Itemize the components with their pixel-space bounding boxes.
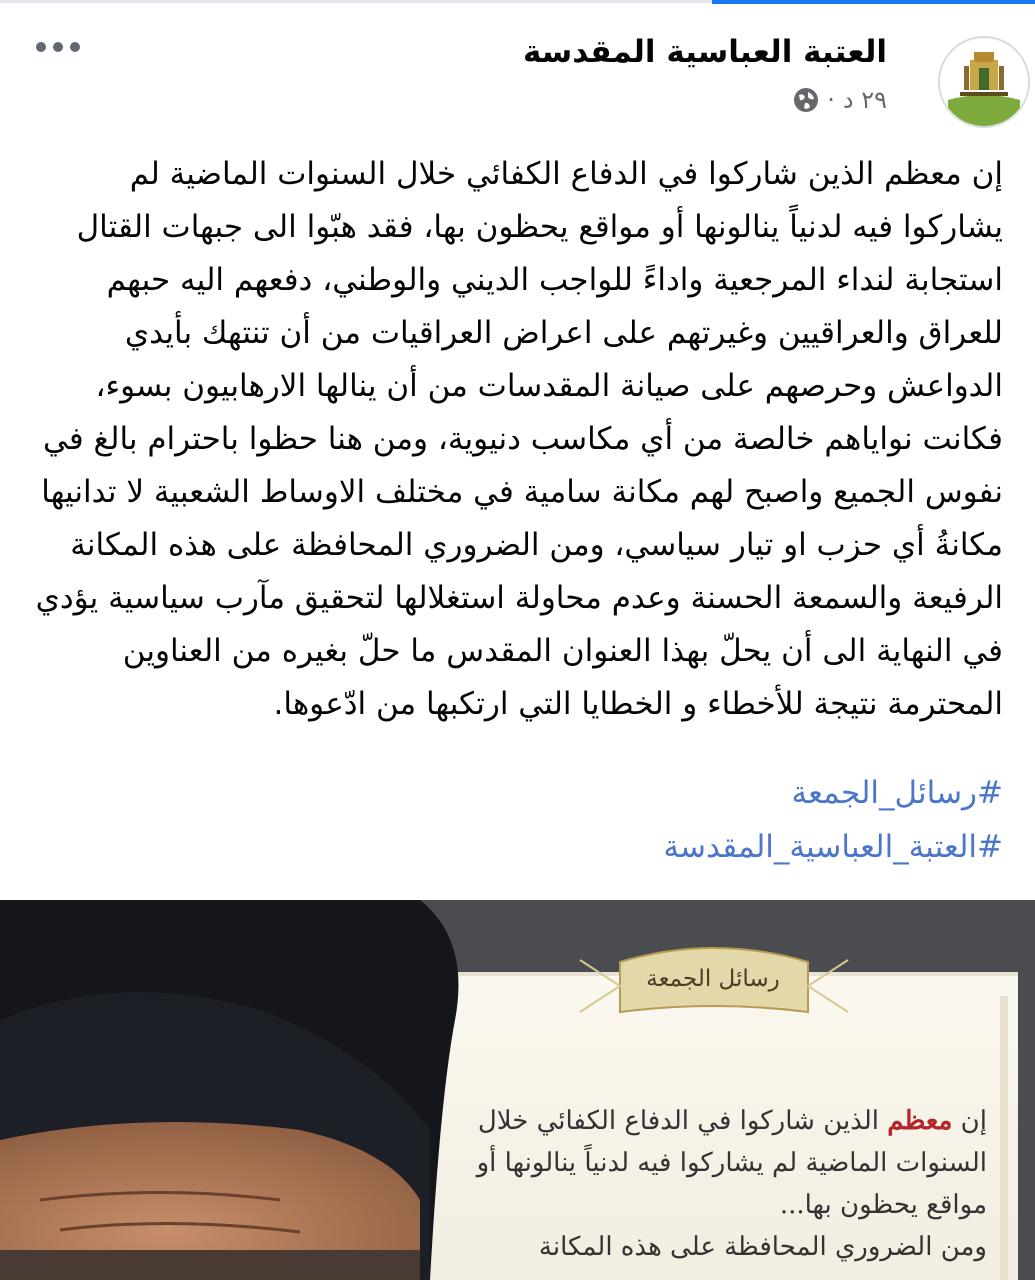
image-text-body: الذين شاركوا في الدفاع الكفائي خلال السنوات الماضية لم يشاركوا فيه لدنياً ينالونها أو مواقع يحظون بها...: [476, 1106, 987, 1220]
page-name[interactable]: العتبة العباسية المقدسة: [522, 34, 887, 70]
post-body-text: إن معظم الذين شاركوا في الدفاع الكفائي خلال السنوات الماضية لم يشاركوا فيه لدنياً ينالونها أو مواقع يحظون بها، فقد هبّوا الى جبهات القتال استجابة لنداء المرجعية واداءً للواجب الديني والوطني، دفعهم اليه حبهم للعراق والعراقيين وغيرتهم على اعراض العراقيات من أن تنتهك بأيدي الدواعش وحرصهم على صيانة المقدسات من أن ينالها الارهابيون بسوء، فكانت نواياهم خالصة من أي مكاسب دنيوية، ومن هنا حظوا باحترام بالغ في نفوس الجميع واصبح لهم مكانة سامية في مختلف الاوساط الشعبية لا تدانيها مكانةُ أي حزب او تيار سياسي، ومن الضروري المحافظة على هذه المكانة الرفيعة والسمعة الحسنة وعدم محاولة استغلالها لتحقيق مآرب سياسية يؤدي في النهاية الى أن يحلّ بهذا العنوان المقدس ما حلّ بغيره من العناوين المحترمة نتيجة للأخطاء و الخطايا التي ارتكبها من ادّعوها.: [35, 156, 1003, 722]
hashtag-link[interactable]: #رسائل_الجمعة: [791, 775, 1003, 811]
image-text-highlight: معظم: [887, 1106, 953, 1136]
image-banner-title: رسائل الجمعة: [646, 966, 780, 992]
image-quote-text: [427, 1100, 987, 1268]
active-tab-underline: [712, 0, 1035, 4]
post-header: [0, 20, 1035, 130]
image-text-prefix: إن: [960, 1106, 987, 1136]
post-hashtags: [663, 766, 1003, 874]
dot-separator: ·: [827, 86, 835, 114]
more-dots-icon: [36, 42, 46, 52]
post-time[interactable]: ٢٩ د: [842, 86, 887, 114]
image-text-tail: ومن الضروري المحافظة على هذه المكانة: [538, 1232, 987, 1262]
globe-icon: [793, 87, 819, 113]
shrine-logo-icon: [940, 38, 1028, 126]
top-tab-indicator: [0, 0, 1035, 6]
more-dots-icon: [70, 42, 80, 52]
more-options-button[interactable]: [32, 34, 84, 60]
post-meta: [793, 86, 887, 114]
page-avatar[interactable]: [938, 36, 1030, 128]
more-dots-icon: [53, 42, 63, 52]
hashtag-link[interactable]: #العتبة_العباسية_المقدسة: [663, 829, 1003, 865]
post-image[interactable]: [0, 900, 1035, 1280]
tab-divider: [0, 0, 712, 3]
